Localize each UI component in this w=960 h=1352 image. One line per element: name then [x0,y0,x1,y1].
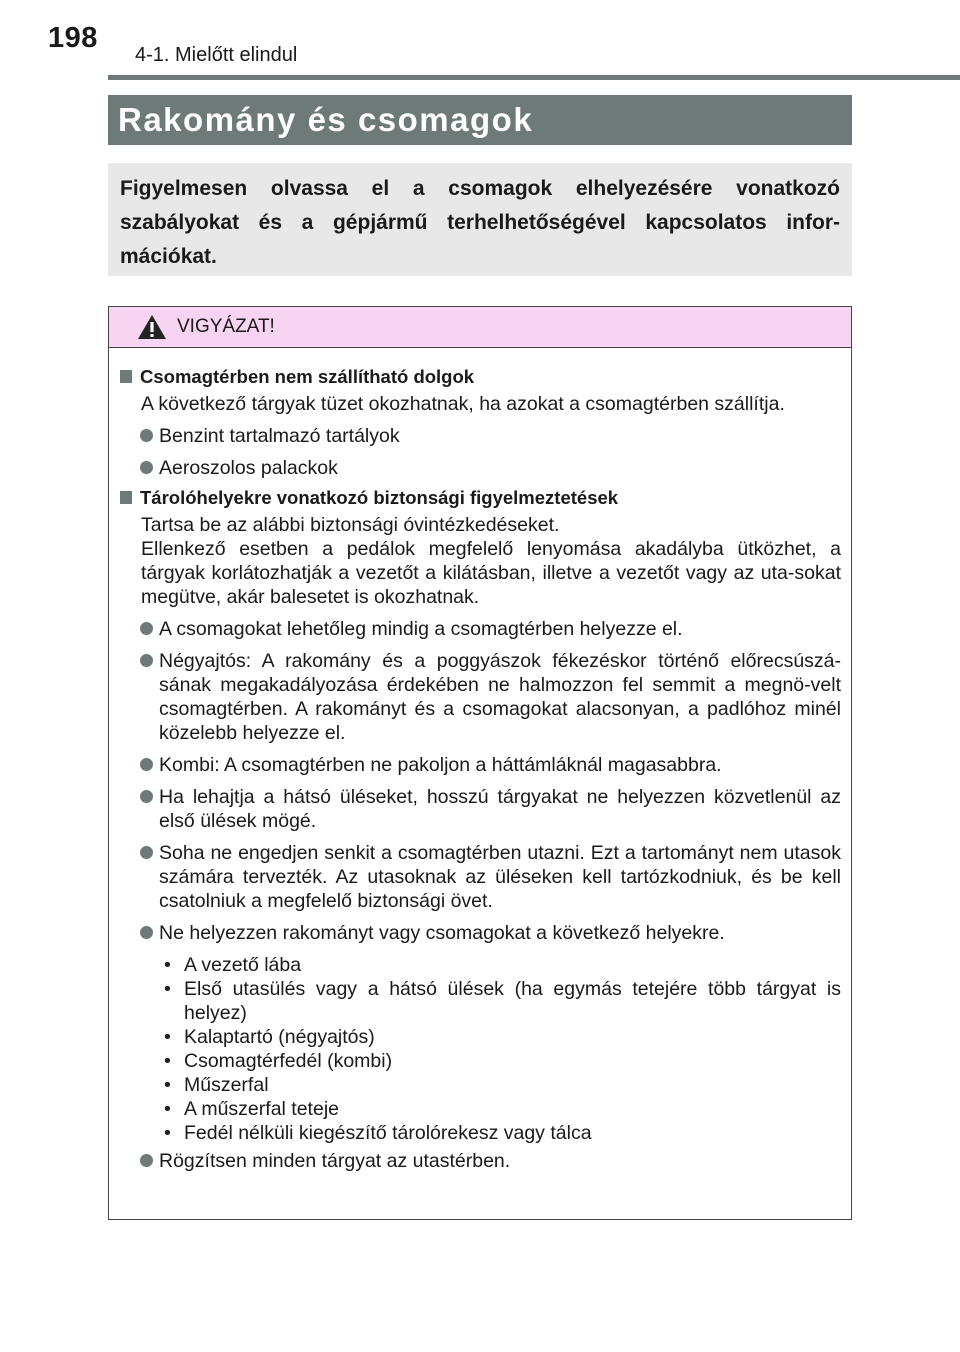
warning-triangle-icon [137,314,167,340]
bullet-dot-icon [140,429,153,442]
bullet-item [119,1149,841,1173]
square-marker-icon [120,370,132,383]
section-heading [119,365,841,389]
sub-item-text: A vezető lába [184,954,302,976]
sub-bullet-mark: • [164,1050,171,1072]
warning-label: VIGYÁZAT! [177,316,275,337]
page-number: 198 [48,22,98,54]
sub-bullet-mark: • [164,1074,171,1096]
bullet-text: Négyajtós: A rakomány és a poggyászok fékezéskor történő előrecsúszá-sának megakadályozása érdekében ne halmozzon fel semmit a megnö-velt csomagtérben. A rakományt és a csomagokat alacsonyan, a padlóhoz minél közelebb helyezze el. [159,650,841,744]
bullet-item [119,456,841,480]
bullet-text: Soha ne engedjen senkit a csomagtérben utazni. Ezt a tartományt nem utasok számára tervezték. Az utasoknak az üléseken kell tartózkodniuk, és be kell csatolniuk a megfelelő biztonsági övet. [159,842,841,912]
sub-bullet-mark: • [164,1098,171,1120]
sub-item-text: Fedél nélküli kiegészítő tárolórekesz vagy tálca [184,1122,592,1144]
bullet-text: Ha lehajtja a hátsó üléseket, hosszú tárgyakat ne helyezzen közvetlenül az első ülések mögé. [159,786,841,832]
sub-item-text: Kalaptartó (négyajtós) [184,1026,375,1048]
section-heading [119,486,841,510]
sub-bullet-mark: • [164,978,171,1000]
bullet-text: A csomagokat lehetőleg mindig a csomagtérben helyezze el. [159,618,683,640]
bullet-text: Aeroszolos palackok [159,457,338,479]
bullet-item [119,785,841,833]
header-rule [108,75,960,80]
warning-header [109,307,851,348]
bullet-dot-icon [140,654,153,667]
intro-box: Figyelmesen olvassa el a csomagok elhelyezésére vonatkozó szabályokat és a gépjármű terhelhetőségével kapcsolatos infor-mációkat. [108,163,852,276]
sub-list-item [160,1025,841,1049]
bullet-item [119,649,841,745]
bullet-text: Kombi: A csomagtérben ne pakoljon a háttámláknál magasabbra. [159,754,722,776]
bullet-dot-icon [140,461,153,474]
sub-item-text: Csomagtérfedél (kombi) [184,1050,393,1072]
sub-list [119,953,841,1145]
sub-list-item [160,1121,841,1145]
bullet-item [119,424,841,448]
warning-body [109,348,851,1173]
heading-text: Tárolóhelyekre vonatkozó biztonsági figyelmeztetések [140,487,619,508]
bullet-text: Benzint tartalmazó tartályok [159,425,400,447]
bullet-dot-icon [140,1154,153,1167]
warning-box [108,306,852,1220]
bullet-dot-icon [140,758,153,771]
sub-list-item [160,1073,841,1097]
bullet-item [119,921,841,945]
bullet-dot-icon [140,622,153,635]
bullet-text: Ne helyezzen rakományt vagy csomagokat a következő helyekre. [159,922,725,944]
sub-item-text: Műszerfal [184,1074,269,1096]
paragraph: A következő tárgyak tüzet okozhatnak, ha azokat a csomagtérben szállítja. [141,393,785,415]
sub-bullet-mark: • [164,1122,171,1144]
sub-bullet-mark: • [164,1026,171,1048]
heading-text: Csomagtérben nem szállítható dolgok [140,366,475,387]
bullet-dot-icon [140,926,153,939]
bullet-item [119,617,841,641]
sub-item-text: Első utasülés vagy a hátsó ülések (ha egymás tetejére több tárgyat is helyez) [184,978,841,1024]
sub-list-item [160,1049,841,1073]
sub-bullet-mark: • [164,954,171,976]
bullet-text: Rögzítsen minden tárgyat az utastérben. [159,1150,511,1172]
bullet-item [119,841,841,913]
bullet-dot-icon [140,846,153,859]
square-marker-icon [120,491,132,504]
page-title: Rakomány és csomagok [108,95,852,145]
sub-item-text: A műszerfal teteje [184,1098,339,1120]
paragraph: Ellenkező esetben a pedálok megfelelő lenyomása akadályba ütközhet, a tárgyak korlátozhatják a vezetőt a kilátásban, illetve a vezetőt vagy az uta-sokat megütve, akár balesetet is okozhatnak. [141,538,841,608]
sub-list-item [160,1097,841,1121]
bullet-dot-icon [140,790,153,803]
sub-list-item [160,977,841,1025]
bullet-item [119,753,841,777]
section-label: 4-1. Mielőtt elindul [135,44,298,66]
paragraph: Tartsa be az alábbi biztonsági óvintézkedéseket. [141,514,560,536]
sub-list-item [160,953,841,977]
